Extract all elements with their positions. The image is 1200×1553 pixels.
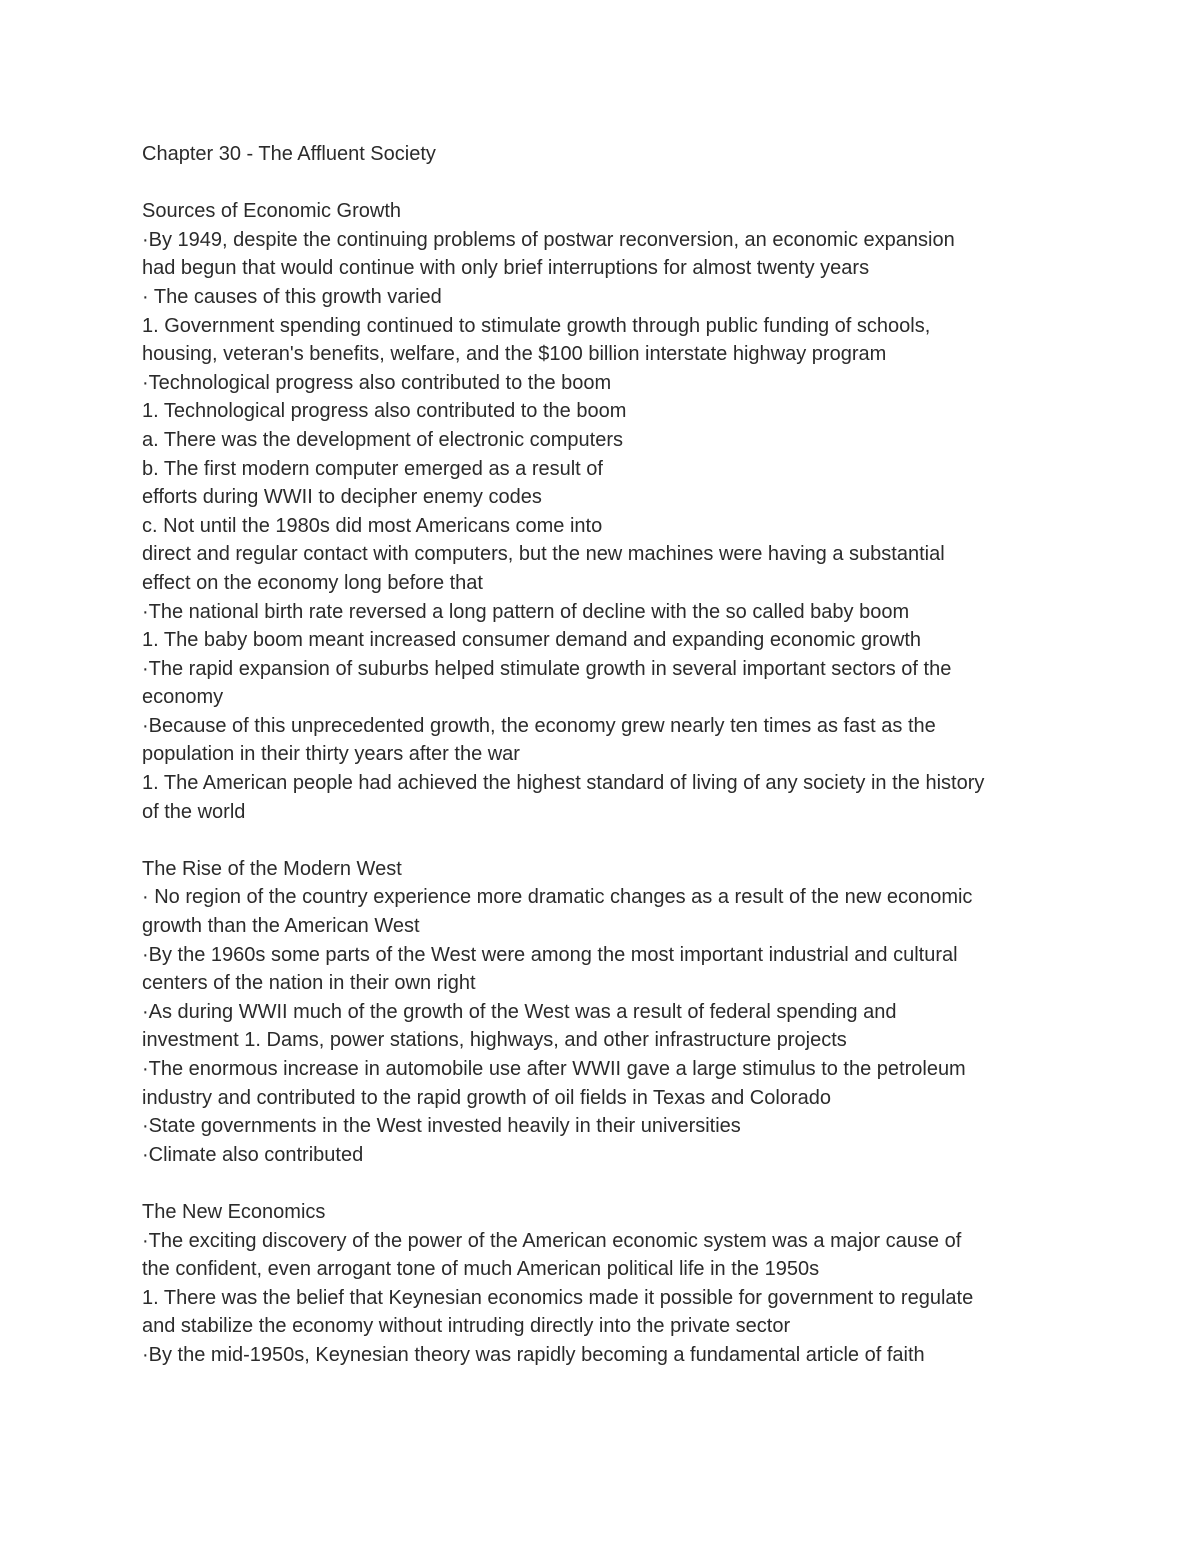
text-line: of the world <box>142 800 246 823</box>
text-line: ·Climate also contributed <box>142 1143 364 1166</box>
text-line: a. There was the development of electronic computers <box>142 428 623 451</box>
section-heading: Sources of Economic Growth <box>142 200 401 223</box>
text-line: ·The national birth rate reversed a long pattern of decline with the so called baby boom <box>142 600 910 623</box>
text-line: ·By the mid-1950s, Keynesian theory was rapidly becoming a fundamental article of faith <box>142 1343 925 1366</box>
document-page <box>142 140 1142 1370</box>
text-line: 1. The baby boom meant increased consumer demand and expanding economic growth <box>142 629 921 652</box>
section-economic-growth <box>142 197 1142 826</box>
document-title: Chapter 30 - The Affluent Society <box>142 143 436 165</box>
text-line: economy <box>142 686 224 709</box>
text-line: population in their thirty years after the war <box>142 743 520 766</box>
text-line: efforts during WWII to decipher enemy codes <box>142 486 542 509</box>
text-line: ·As during WWII much of the growth of the West was a result of federal spending and <box>142 1000 897 1023</box>
text-line: ·The enormous increase in automobile use after WWII gave a large stimulus to the petroleum <box>142 1058 966 1080</box>
text-line: ·The exciting discovery of the power of the American economic system was a major cause of <box>142 1229 962 1252</box>
spacer <box>142 1169 1142 1198</box>
section-modern-west <box>142 855 1142 1170</box>
section-heading: The Rise of the Modern West <box>142 857 402 880</box>
text-line: ·The rapid expansion of suburbs helped stimulate growth in several important sectors of the <box>142 657 952 680</box>
text-line: 1. The American people had achieved the highest standard of living of any society in the history <box>142 772 985 795</box>
text-line: ·By the 1960s some parts of the West were among the most important industrial and cultural <box>142 943 958 966</box>
section-heading: The New Economics <box>142 1200 326 1223</box>
text-line: the confident, even arrogant tone of much American political life in the 1950s <box>142 1258 820 1281</box>
spacer <box>142 169 1142 198</box>
text-line: ·By 1949, despite the continuing problems of postwar reconversion, an economic expansion <box>142 228 955 251</box>
text-line: ·State governments in the West invested heavily in their universities <box>142 1115 741 1138</box>
text-line: growth than the American West <box>142 915 420 938</box>
text-line: direct and regular contact with computers, but the new machines were having a substantial <box>142 543 945 566</box>
text-line: · No region of the country experience more dramatic changes as a result of the new economic <box>142 886 973 909</box>
text-line: b. The first modern computer emerged as a result of <box>142 457 603 480</box>
text-line: had begun that would continue with only brief interruptions for almost twenty years <box>142 257 870 280</box>
text-line: 1. There was the belief that Keynesian economics made it possible for government to regulate <box>142 1286 974 1309</box>
text-line: c. Not until the 1980s did most Americans come into <box>142 514 603 537</box>
spacer <box>142 826 1142 855</box>
text-line: 1. Government spending continued to stimulate growth through public funding of schools, <box>142 314 931 337</box>
text-line: · The causes of this growth varied <box>142 285 442 308</box>
text-line: investment 1. Dams, power stations, highways, and other infrastructure projects <box>142 1029 847 1052</box>
text-line: and stabilize the economy without intruding directly into the private sector <box>142 1315 791 1338</box>
text-line: 1. Technological progress also contributed to the boom <box>142 400 627 423</box>
section-new-economics <box>142 1198 1142 1370</box>
text-line: ·Technological progress also contributed to the boom <box>142 371 612 394</box>
text-line: ·Because of this unprecedented growth, the economy grew nearly ten times as fast as the <box>142 714 936 737</box>
text-line: effect on the economy long before that <box>142 571 483 594</box>
text-line: industry and contributed to the rapid growth of oil fields in Texas and Colorado <box>142 1086 831 1109</box>
text-line: housing, veteran's benefits, welfare, and the $100 billion interstate highway program <box>142 343 887 366</box>
text-line: centers of the nation in their own right <box>142 972 476 995</box>
